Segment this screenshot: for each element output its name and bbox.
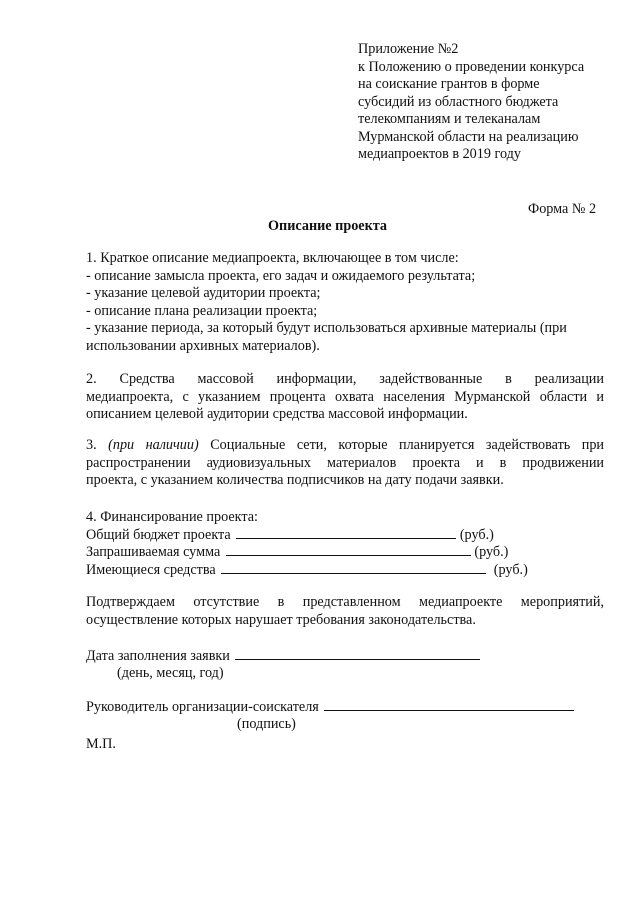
- page-title: Описание проекта: [268, 218, 388, 234]
- appendix-line: к Положению о проведении конкурса: [358, 58, 585, 75]
- confirmation-line: Подтверждаем отсутствие в представленном медиапроекте мероприятий,: [86, 594, 604, 610]
- appendix-header: [358, 41, 584, 164]
- section-1-line: - описание замысла проекта, его задач и ожидаемого результата;: [86, 267, 476, 284]
- requested-unit: (руб.): [474, 544, 509, 560]
- section-1: [86, 250, 567, 355]
- available-row: [86, 562, 528, 580]
- section-1-line: - указание периода, за который будут использоваться архивные материалы (при: [86, 320, 567, 336]
- section-2-line: 2. Средства массовой информации, задействованные в реализации: [86, 371, 604, 387]
- section-1-line: использовании архивных материалов).: [86, 337, 320, 354]
- date-label: Дата заполнения заявки: [86, 648, 230, 664]
- available-unit: (руб.): [493, 561, 528, 578]
- appendix-line: медиапроектов в 2019 году: [358, 146, 521, 162]
- date-row: [86, 648, 480, 665]
- signature-row: [86, 699, 574, 716]
- available-label: Имеющиеся средства: [86, 561, 216, 578]
- section-3-rest: Социальные сети, которые планируется задействовать при: [198, 437, 605, 453]
- section-3-line: [86, 437, 604, 455]
- signature-hint: (подпись): [237, 716, 296, 732]
- appendix-line: на соискание грантов в форме: [358, 76, 540, 92]
- section-4-heading: 4. Финансирование проекта:: [86, 509, 258, 525]
- section-1-line: 1. Краткое описание медиапроекта, включающее в том числе:: [86, 250, 459, 266]
- requested-label: Запрашиваемая сумма: [86, 544, 221, 560]
- section-3-line: распространении аудиовизуальных материалов проекта и в продвижении: [86, 454, 604, 471]
- budget-unit: (руб.): [459, 526, 494, 543]
- date-hint: (день, месяц, год): [117, 665, 224, 681]
- section-1-line: - указание целевой аудитории проекта;: [86, 285, 321, 301]
- section-2-line: описанием целевой аудитории средства массовой информации.: [86, 406, 468, 422]
- budget-field[interactable]: [236, 527, 456, 539]
- budget-row: [86, 527, 528, 545]
- stamp-label: М.П.: [86, 736, 116, 752]
- requested-row: [86, 544, 528, 562]
- appendix-line: субсидий из областного бюджета: [358, 93, 559, 110]
- date-field[interactable]: [235, 648, 480, 660]
- section-3-italic: (при наличии): [108, 437, 199, 453]
- appendix-line: телекомпаниям и телеканалам: [358, 111, 541, 127]
- section-3: [86, 437, 604, 490]
- section-2: [86, 371, 604, 424]
- confirmation: [86, 594, 604, 629]
- requested-field[interactable]: [226, 544, 471, 556]
- appendix-line: Приложение №2: [358, 41, 459, 57]
- section-1-line: - описание плана реализации проекта;: [86, 302, 318, 319]
- section-3-prefix: 3.: [86, 437, 109, 453]
- confirmation-line: осуществление которых нарушает требования законодательства.: [86, 611, 476, 628]
- signature-label: Руководитель организации-соискателя: [86, 699, 319, 715]
- form-number: Форма № 2: [528, 201, 597, 217]
- signature-field[interactable]: [324, 699, 574, 711]
- appendix-line: Мурманской области на реализацию: [358, 128, 579, 145]
- available-field[interactable]: [221, 562, 486, 574]
- budget-label: Общий бюджет проекта: [86, 526, 231, 543]
- section-2-line: медиапроекта, с указанием процента охвата населения Мурманской области и: [86, 388, 604, 405]
- section-3-line: проекта, с указанием количества подписчиков на дату подачи заявки.: [86, 472, 504, 488]
- section-4: [86, 509, 528, 579]
